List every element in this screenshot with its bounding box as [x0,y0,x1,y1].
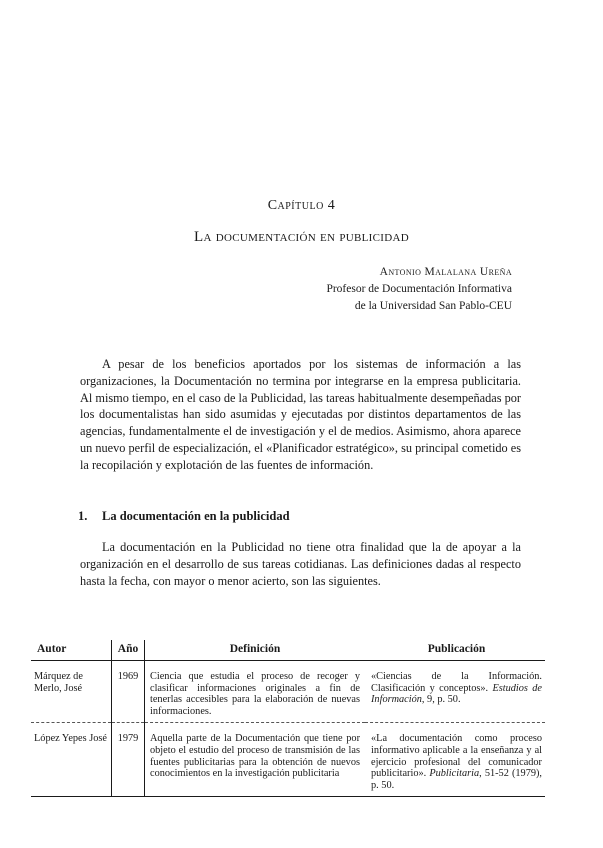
pub-title: «La documentación como proceso informativo aplicable a la enseñanza y al ejercicio profesional del comunicador publicitario». [371,732,542,780]
pub-details: , 51-52 (1979), p. 50. [371,768,542,792]
section-number: 1. [78,509,88,523]
table-row [31,660,545,722]
definitions-table [31,640,545,797]
pub-journal: Publicitaria [429,768,480,780]
chapter-title: La documentación en publicidad [194,229,409,245]
pub-details: , 9, p. 50. [421,694,461,706]
header-publicacion: Publicación [365,640,545,660]
cell-autor: López Yepes José [31,722,112,796]
cell-publicacion [365,660,545,722]
author-name: Antonio Malalana Ureña [379,266,512,278]
pub-journal: Estudios de Información [371,682,542,706]
pub-title: «Ciencias de la Información. Clasificación y conceptos». [371,670,542,694]
header-autor: Autor [31,640,112,660]
table-row [31,722,545,796]
header-definicion: Definición [145,640,366,660]
header-ano: Año [112,640,145,660]
section-paragraph: La documentación en la Publicidad no tiene otra finalidad que la de apoyar a la organización en el desarrollo de sus tareas cotidianas. Las definiciones dadas al respecto hasta la fecha, con mayor o menor acierto, son las siguientes. [80,540,521,588]
intro-paragraph: A pesar de los beneficios aportados por los sistemas de información a las organizaciones, la Documentación no termina por integrarse en la empresa publicitaria. Al mismo tiempo, en el caso de la Publicidad, las tareas habitualmente desempeñadas por los documentalistas han sido asumidas y ejecutadas por distintos departamentos de las agencias, fundamentalmente el de investigación y el de medios. Asimismo, ahora aparece un nuevo perfil de especialización, el «Planificador estratégico», su principal cometido es la recopilación y explotación de las fuentes de información. [80,357,521,472]
author-block [326,264,512,315]
section-heading [78,509,290,524]
author-affiliation-line1: Profesor de Documentación Informativa [326,283,512,295]
chapter-label: Capítulo 4 [267,198,336,213]
table-header-row [31,640,545,660]
cell-ano: 1979 [112,722,145,796]
cell-autor: Márquez de Merlo, José [31,660,112,722]
cell-definicion: Aquella parte de la Documentación que tiene por objeto el estudio del proceso de transmisión de las fuentes publicitarias para la obtención de nuevos conocimientos en la investigación publicitaria [145,722,366,796]
author-affiliation-line2: de la Universidad San Pablo-CEU [354,300,512,312]
cell-ano: 1969 [112,660,145,722]
cell-definicion: Ciencia que estudia el proceso de recoger y clasificar informaciones originales a fin de tenerlas accesibles para la elaboración de nuevas informaciones. [145,660,366,722]
section-heading-text: La documentación en la publicidad [102,509,290,523]
cell-publicacion [365,722,545,796]
